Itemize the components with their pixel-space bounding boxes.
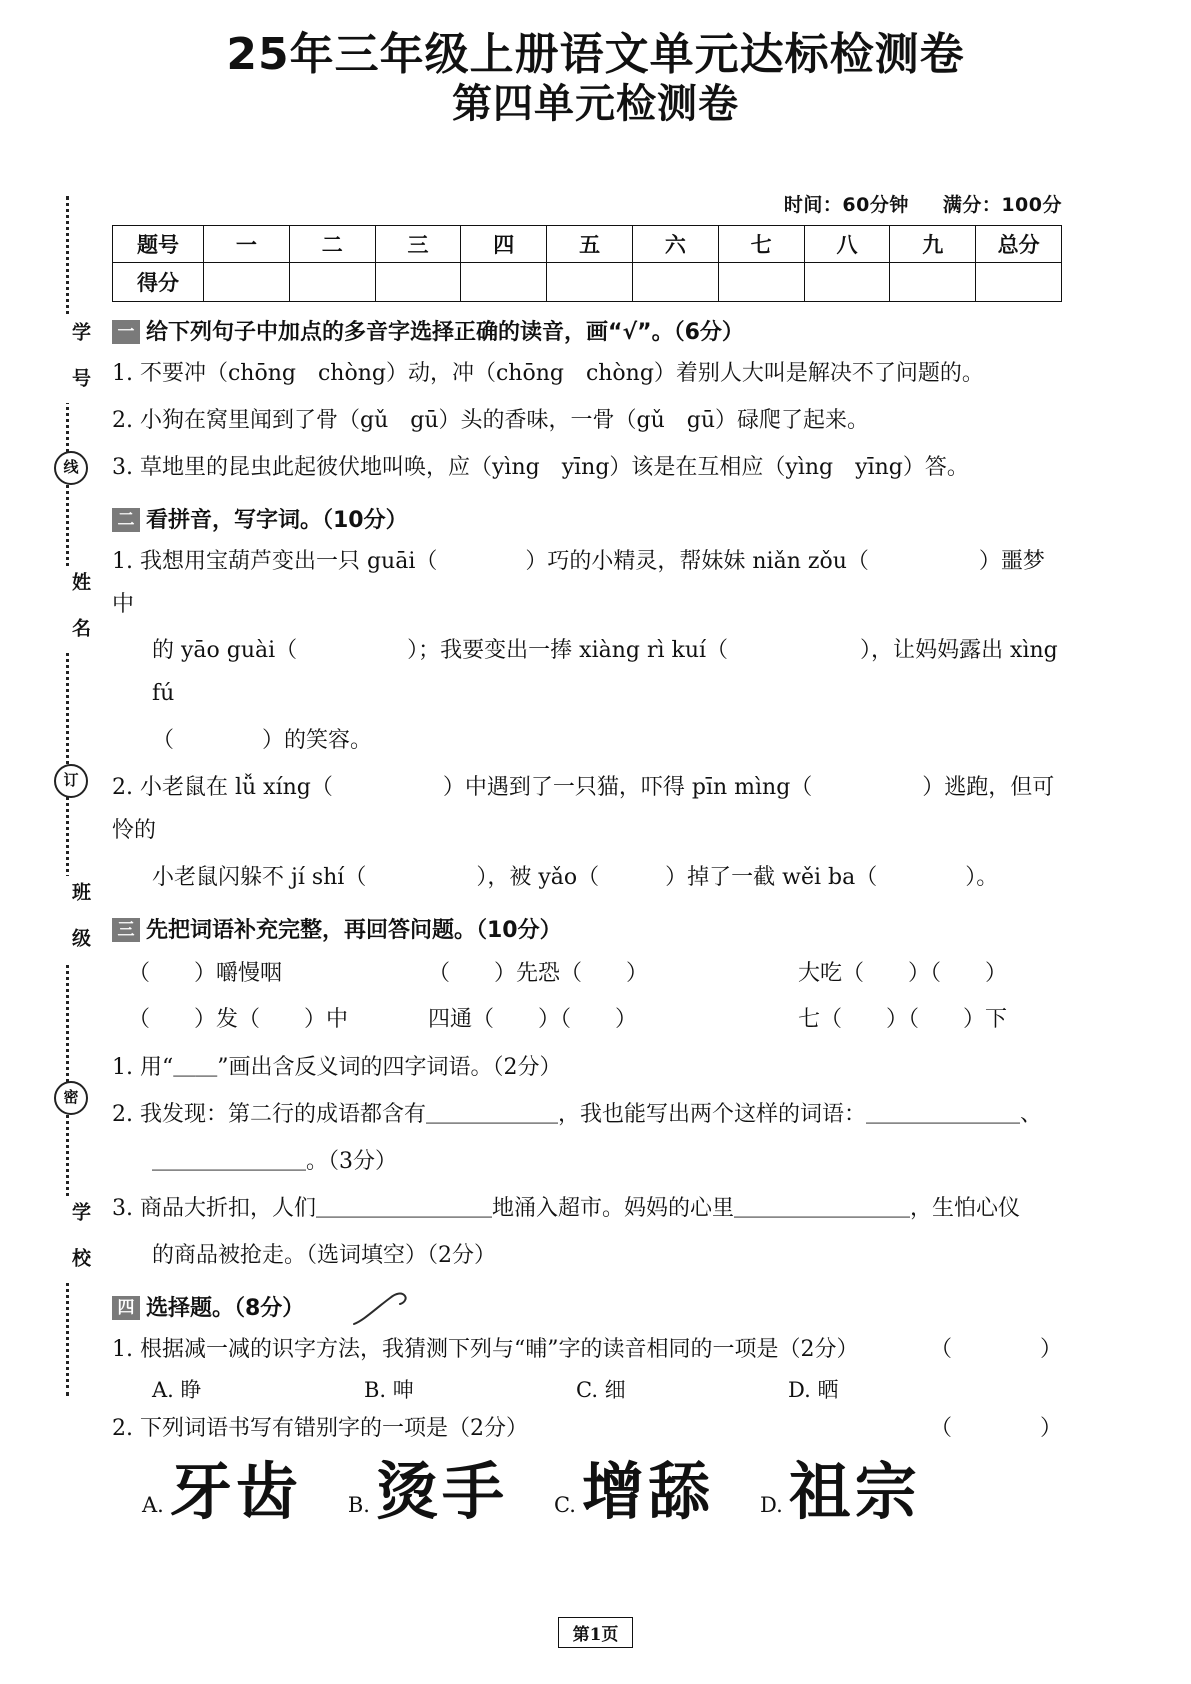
score-table-row-label-number: 题号 — [113, 226, 204, 263]
question-4-1-stem-wrap — [112, 1329, 1062, 1372]
binding-circle-mi: 密 — [54, 1081, 88, 1115]
option-a-q2-label: A. — [142, 1492, 164, 1517]
idiom-row-2 — [112, 997, 1062, 1043]
question-2-2-line2: 小老鼠闪躲不 jí shí（ ），被 yǎo（ ）掉了一截 wěi ba（ ）。 — [152, 864, 999, 890]
option-a-q1[interactable]: A. 睁 — [152, 1377, 202, 1402]
question-4-1-stem: 1. 根据减一减的识字方法，我猜测下列与“晡”字的读音相同的一项是（2分） — [112, 1336, 859, 1362]
question-2-1-line2: 的 yāo guài（ ）；我要变出一捧 xiàng rì kuí（ ），让妈妈露出 xìng fú — [152, 638, 1058, 707]
section-heading-4 — [112, 1292, 1062, 1325]
option-c-q2-label: C. — [553, 1492, 576, 1517]
score-value-2[interactable] — [289, 263, 375, 302]
option-d-q2[interactable] — [760, 1455, 921, 1529]
page-footer — [0, 1617, 1191, 1648]
question-3-1: 1. 用“＿＿”画出含反义词的四字词语。（2分） — [112, 1055, 562, 1081]
idiom-2-3: 七（ ）（ ）下 — [798, 1006, 1008, 1032]
question-3-3-line1: 3. 商品大折扣，人们＿＿＿＿＿＿＿＿地涌入超市。妈妈的心里＿＿＿＿＿＿＿＿，生怕心仪 — [112, 1195, 1020, 1221]
question-4-1-options — [112, 1374, 1062, 1404]
score-value-9[interactable] — [890, 263, 976, 302]
score-value-1[interactable] — [204, 263, 290, 302]
score-table — [112, 225, 1062, 302]
section-title-2: 看拼音，写字词。（10分） — [146, 507, 408, 533]
score-value-8[interactable] — [804, 263, 890, 302]
question-2-2-line1: 2. 小老鼠在 lǚ xíng（ ）中遇到了一只猫，吓得 pīn mìng（ ）逃跑，但可怜的 — [112, 775, 1055, 844]
exam-total-score: 满分：100分 — [942, 194, 1062, 216]
idiom-2-1: （ ）发（ ）中 — [128, 1006, 349, 1032]
score-col-7: 七 — [718, 226, 804, 263]
page-title: 25年三年级上册语文单元达标检测卷 — [226, 29, 965, 80]
section-heading-2 — [112, 504, 1062, 537]
idiom-2-2: 四通（ ）（ ） — [428, 1006, 638, 1032]
question-1-1: 1. 不要冲（chōng chòng）动，冲（chōng chòng）着别人大叫是解决不了问题的。 — [112, 361, 984, 386]
page-title-block — [0, 0, 1191, 127]
section-number-2: 二 — [112, 508, 140, 532]
binding-strip — [52, 196, 98, 1396]
pencil-mark-annotation — [350, 1290, 420, 1330]
idiom-1-3: 大吃（ ）（ ） — [798, 960, 1008, 986]
score-col-8: 八 — [804, 226, 890, 263]
question-1-3: 3. 草地里的昆虫此起彼伏地叫唤，应（yìng yīng）该是在互相应（yìng yīng）答。 — [112, 454, 969, 480]
score-col-6: 六 — [632, 226, 718, 263]
exam-meta — [112, 190, 1062, 217]
question-4-2-stem: 2. 下列词语书写有错别字的一项是（2分） — [112, 1415, 528, 1441]
section-title-3: 先把词语补充完整，再回答问题。（10分） — [146, 917, 562, 943]
binding-label-school: 学 校 — [48, 1196, 94, 1283]
score-table-row-label-score: 得分 — [113, 263, 204, 302]
section-number-1: 一 — [112, 320, 140, 344]
score-col-9: 九 — [890, 226, 976, 263]
question-2-1-line3: （ ）的笑容。 — [152, 728, 373, 754]
question-4-2-options — [112, 1455, 1062, 1529]
binding-circle-ding: 订 — [54, 764, 88, 798]
idiom-1-1: （ ）嚼慢咽 — [128, 960, 283, 986]
score-col-5: 五 — [547, 226, 633, 263]
option-b-q2-label: B. — [347, 1492, 370, 1517]
score-value-7[interactable] — [718, 263, 804, 302]
page-number: 第1页 — [558, 1617, 634, 1648]
option-a-q2-word: 牙齿 — [169, 1455, 302, 1529]
option-b-q2[interactable] — [347, 1455, 508, 1529]
binding-label-name: 姓 名 — [48, 566, 94, 653]
question-3-2-line1: 2. 我发现：第二行的成语都含有＿＿＿＿＿＿，我也能写出两个这样的词语：＿＿＿＿＿＿＿、 — [112, 1102, 1042, 1128]
option-b-q2-word: 烫手 — [375, 1455, 508, 1529]
exam-time: 时间：60分钟 — [783, 194, 909, 216]
section-title-4: 选择题。（8分） — [146, 1295, 305, 1321]
table-row-header — [113, 226, 1062, 263]
score-col-2: 二 — [289, 226, 375, 263]
idiom-row-1 — [112, 951, 1062, 997]
option-a-q2[interactable] — [142, 1455, 302, 1529]
table-row-scores — [113, 263, 1062, 302]
option-d-q2-label: D. — [760, 1492, 783, 1517]
option-b-q1[interactable]: B. 呻 — [364, 1377, 414, 1402]
score-col-total: 总分 — [976, 226, 1062, 263]
section-number-4: 四 — [112, 1296, 140, 1320]
score-value-total[interactable] — [976, 263, 1062, 302]
question-3-3-line2: 的商品被抢走。（选词填空）（2分） — [152, 1242, 496, 1268]
section-title-1: 给下列句子中加点的多音字选择正确的读音，画“√”。（6分） — [146, 320, 744, 345]
idiom-1-2: （ ）先恐（ ） — [428, 960, 649, 986]
score-value-5[interactable] — [547, 263, 633, 302]
binding-label-class: 班 级 — [48, 876, 94, 963]
score-col-1: 一 — [204, 226, 290, 263]
question-4-2-stem-wrap — [112, 1408, 1062, 1451]
content-column — [112, 190, 1062, 1527]
option-c-q1[interactable]: C. 细 — [576, 1377, 626, 1402]
page-subtitle: 第四单元检测卷 — [452, 81, 739, 128]
question-4-2-answer-blank[interactable]: （ ） — [929, 1415, 1062, 1441]
section-number-3: 三 — [112, 918, 140, 942]
binding-label-student-id: 学 号 — [48, 316, 94, 403]
score-col-3: 三 — [375, 226, 461, 263]
score-value-4[interactable] — [461, 263, 547, 302]
score-col-4: 四 — [461, 226, 547, 263]
question-4-1-answer-blank[interactable]: （ ） — [929, 1336, 1062, 1362]
section-heading-3 — [112, 914, 1062, 947]
question-2-1-line1: 1. 我想用宝葫芦变出一只 guāi（ ）巧的小精灵，帮妹妹 niǎn zǒu（ ）噩梦中 — [112, 548, 1045, 617]
binding-circle-xian: 线 — [54, 451, 88, 485]
score-value-6[interactable] — [632, 263, 718, 302]
section-heading-1 — [112, 316, 1062, 349]
option-d-q2-word: 祖宗 — [788, 1455, 921, 1529]
score-value-3[interactable] — [375, 263, 461, 302]
option-c-q2[interactable] — [553, 1455, 714, 1529]
option-c-q2-word: 增舔 — [581, 1455, 714, 1529]
option-d-q1[interactable]: D. 晒 — [788, 1377, 839, 1402]
question-3-2-line2: ＿＿＿＿＿＿＿。（3分） — [152, 1148, 397, 1174]
question-1-2: 2. 小狗在窝里闻到了骨（gǔ gū）头的香味，一骨（gǔ gū）碌爬了起来。 — [112, 407, 869, 433]
